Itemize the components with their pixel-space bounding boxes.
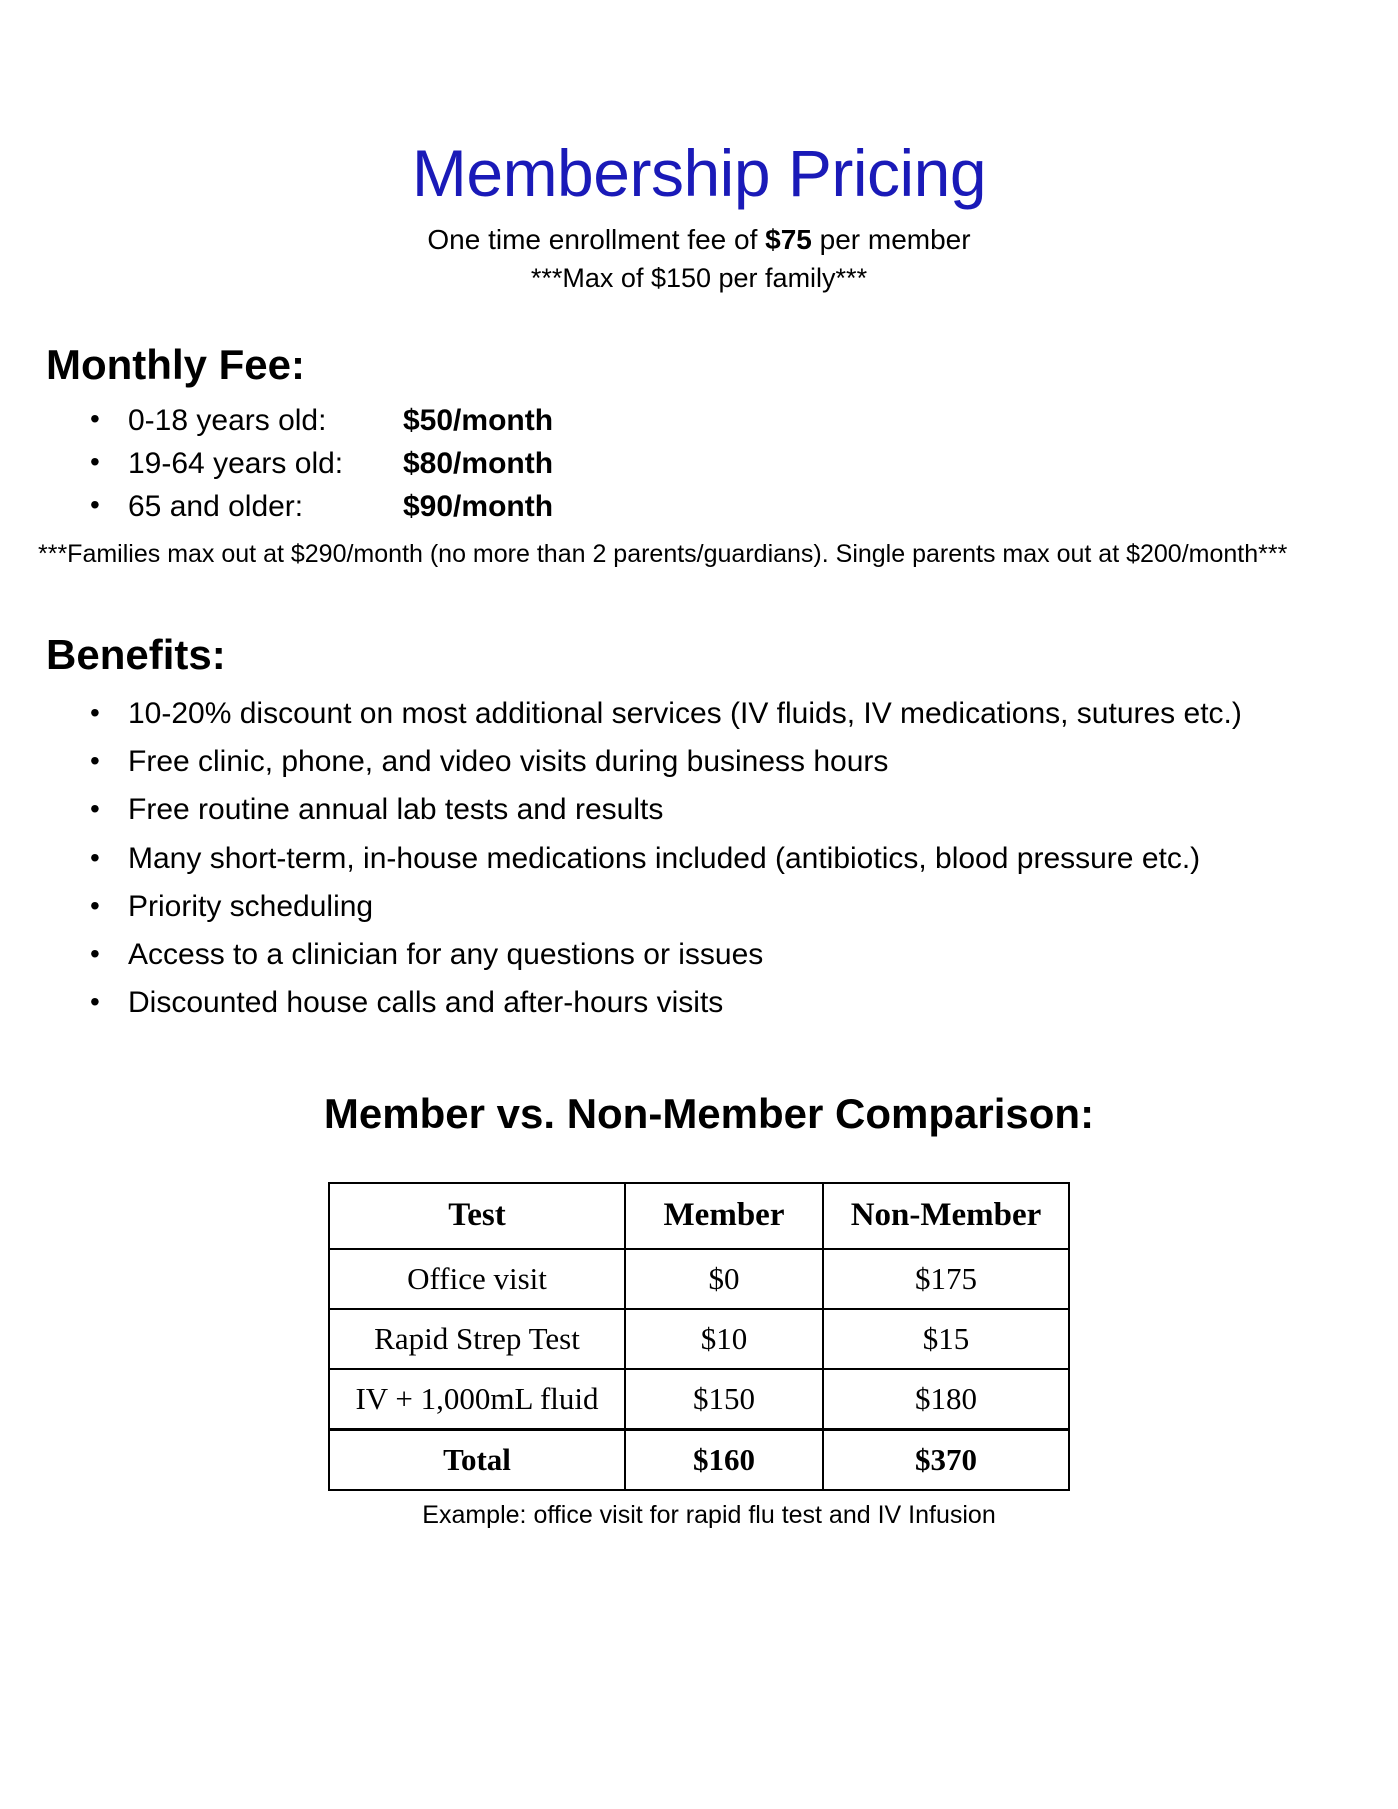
cell-member-price: $150 (625, 1369, 823, 1430)
cell-test: Office visit (329, 1249, 625, 1309)
benefits-heading: Benefits: (46, 630, 226, 678)
list-item: • Free routine annual lab tests and results (0, 786, 1398, 834)
enrollment-fee-amount: $75 (765, 224, 812, 255)
monthly-fee-list (0, 389, 1398, 528)
list-item: • Free clinic, phone, and video visits during business hours (0, 738, 1398, 786)
column-header-test: Test (329, 1183, 625, 1249)
list-item (0, 486, 1398, 529)
fee-age-label: • 0-18 years old: (128, 404, 327, 438)
family-max-line: ***Max of $150 per family*** (530, 262, 868, 293)
fee-price-value: $80/month (403, 446, 554, 480)
enrollment-fee-line (0, 206, 1398, 258)
fee-age-label: • 19-64 years old: (128, 446, 344, 480)
cell-total-member: $160 (625, 1429, 823, 1490)
table-header-row (329, 1183, 1069, 1249)
table-body (329, 1249, 1069, 1490)
column-header-non-member: Non-Member (823, 1183, 1069, 1249)
example-note: Example: office visit for rapid flu test and IV Infusion (422, 1500, 996, 1529)
cell-member-price: $0 (625, 1249, 823, 1309)
cell-total-non-member: $370 (823, 1429, 1069, 1490)
table-row-total (329, 1429, 1069, 1490)
cell-member-price: $10 (625, 1309, 823, 1369)
fee-age-label: • 65 and older: (128, 489, 304, 523)
list-item (0, 400, 1398, 443)
benefits-list (0, 679, 1398, 1028)
cell-total-label: Total (329, 1429, 625, 1490)
list-item: • Priority scheduling (0, 883, 1398, 931)
fee-price-value: $50/month (403, 404, 554, 438)
cell-non-member-price: $180 (823, 1369, 1069, 1430)
family-max-note: ***Families max out at $290/month (no more than 2 parents/guardians). Single parents max out at $200/month*** (38, 540, 1288, 569)
list-item: • 10-20% discount on most additional services (IV fluids, IV medications, sutures etc.) (0, 690, 1398, 738)
comparison-heading: Member vs. Non-Member Comparison: (323, 1089, 1095, 1137)
enrollment-fee-suffix: per member (811, 224, 971, 255)
cell-test: IV + 1,000mL fluid (329, 1369, 625, 1430)
monthly-fee-heading: Monthly Fee: (46, 341, 305, 389)
table-row (329, 1309, 1069, 1369)
list-item: • Many short-term, in-house medications included (antibiotics, blood pressure etc.) (0, 835, 1398, 883)
cell-non-member-price: $15 (823, 1309, 1069, 1369)
comparison-table (328, 1182, 1070, 1491)
fee-price-value: $90/month (403, 489, 554, 523)
list-item: • Access to a clinician for any questions or issues (0, 931, 1398, 979)
page-title: Membership Pricing (411, 136, 987, 210)
table-row (329, 1369, 1069, 1430)
list-item (0, 443, 1398, 486)
table-row (329, 1249, 1069, 1309)
cell-non-member-price: $175 (823, 1249, 1069, 1309)
column-header-member: Member (625, 1183, 823, 1249)
cell-test: Rapid Strep Test (329, 1309, 625, 1369)
enrollment-fee-prefix: One time enrollment fee of (427, 224, 766, 255)
comparison-table-wrapper (0, 1138, 1398, 1491)
table-header (329, 1183, 1069, 1249)
list-item: • Discounted house calls and after-hours visits (0, 979, 1398, 1027)
